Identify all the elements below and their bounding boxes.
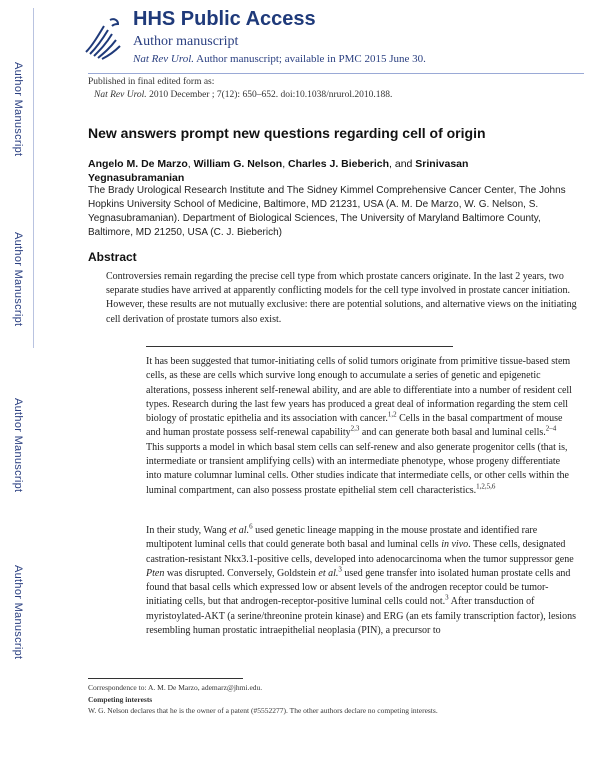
p2-citation-1[interactable]: 6	[249, 522, 253, 531]
affiliation: The Brady Urological Research Institute and The Sidney Kimmel Comprehensive Cancer Center, The Johns Hopkins University School of Medicine, Baltimore, MD 21231, USA (A. M. De Marzo, W. G. Nelson, S. Yegnasubramanian). Department of Biological Sciences, The University of Maryland Baltimore County, Baltimore, MD 21250, USA (C. J. Bieberich)	[88, 185, 566, 238]
body-paragraph-2	[146, 524, 576, 638]
hhs-eagle-logo	[80, 12, 128, 64]
abstract-text: Controversies remain regarding the precise cell type from which prostate cancers originate. In the last 2 years, two separate studies have arrived at apparently conflicting models for the cell type involved in prostate cancer initiation. However, these results are not mutually exclusive: there are potential solutions, and alternative views on the initiating cell derivation of prostate tumors also exist.	[106, 271, 577, 325]
p2-italic-4: et al.	[318, 567, 339, 579]
article-title: New answers prompt new questions regarding cell of origin	[88, 125, 486, 141]
p2-text-6: After transduction of myristoylated-AKT (a serine/threonine protein kinase) and ERG (an ets family transcription factor), lesions resembling human prostatic intraepithelial neoplasia (PIN), a precursor to	[146, 596, 576, 637]
p1-text-4: This supports a model in which basal stem cells can self-renew and also generate progenitor cells (that is, intermediate or transient amplifying cells) with an intermediate phenotype, whose progeny differentiate into mature columnar luminal cells. Other studies indicate that intermediate cells, or other cells within the luminal compartment, can also possess prostate epithelial stem cell characteristics.	[146, 441, 569, 496]
abstract-heading: Abstract	[88, 250, 137, 264]
p2-italic-2: in vivo	[441, 539, 469, 551]
side-label-4: Author Manuscript	[12, 565, 24, 660]
p2-citation-2[interactable]: 3	[338, 565, 342, 574]
body-divider	[146, 346, 453, 347]
p2-italic-3: Pten	[146, 567, 165, 579]
correspondence-footnote: Correspondence to: A. M. De Marzo, ademarz@jhmi.edu.	[88, 683, 263, 692]
p2-text-5: used gene transfer into isolated human prostate cells and found that basal cells which expressed low or absent levels of the androgen receptor could be tumor-initiating cells, but that androgen-receptor-positive luminal cells could not.	[146, 567, 571, 608]
side-rule	[33, 8, 34, 348]
body-paragraph-1	[146, 355, 576, 498]
author-separator-2: ,	[282, 158, 289, 170]
p2-text-1: In their study, Wang	[146, 525, 230, 536]
journal-name: Nat Rev Urol.	[133, 53, 194, 65]
p1-text-1: It has been suggested that tumor-initiating cells of solid tumors originate from primitive tissue-based stem cells, as these are cells which survive long enough to accumulate a series of genetic and epigenetic alterations, possess inherent self-renewal ability, and are able to differentiate into a number of resident cell types. Research during the last few years has produced a great deal of information regarding the stem cell biology of prostatic epithelia and its association with cancer.	[146, 356, 572, 425]
published-journal: Nat Rev Urol.	[94, 90, 147, 100]
side-label-3: Author Manuscript	[12, 398, 24, 493]
author-manuscript-subtitle: Author manuscript	[133, 34, 239, 49]
published-label: Published in final edited form as:	[88, 77, 215, 87]
p2-text-2: used genetic lineage mapping in the mouse prostate and identified rare multipotent luminal cells that could generate both basal and luminal cells	[146, 525, 538, 551]
author-separator-3: , and	[389, 158, 416, 170]
author-3[interactable]: Charles J. Bieberich	[288, 158, 390, 170]
side-label-1: Author Manuscript	[12, 62, 24, 157]
author-4[interactable]: Srinivasan Yegnasubramanian	[88, 158, 469, 184]
p1-citation-4[interactable]: 1,2,5,6	[476, 482, 496, 491]
p2-italic-1: et al.	[229, 525, 250, 536]
author-list	[88, 157, 558, 185]
header-rule	[88, 73, 584, 74]
availability-text: Author manuscript; available in PMC 2015 June 30.	[194, 53, 426, 65]
hhs-public-access-title: HHS Public Access	[133, 8, 316, 30]
p2-citation-3[interactable]: 3	[445, 594, 449, 603]
journal-availability-line	[133, 53, 426, 65]
side-label-2: Author Manuscript	[12, 232, 24, 327]
p1-citation-2[interactable]: 2,3	[350, 425, 360, 434]
published-citation	[94, 90, 392, 100]
author-2[interactable]: William G. Nelson	[193, 158, 283, 170]
competing-interests-text: W. G. Nelson declares that he is the owner of a patent (#5552277). The other authors declare no competing interests.	[88, 706, 438, 715]
footnote-rule	[88, 678, 243, 679]
p1-citation-1[interactable]: 1,2	[387, 410, 397, 419]
p1-text-3: and can generate both basal and luminal cells.	[359, 427, 546, 439]
competing-interests-heading: Competing interests	[88, 695, 153, 704]
author-separator-1: ,	[187, 158, 194, 170]
published-citation-text: 2010 December ; 7(12): 650–652. doi:10.1038/nrurol.2010.188.	[146, 90, 393, 100]
p2-text-3: . These cells, designated castration-resistant Nkx3.1-positive cells, developed into adenocarcinoma when the tumor suppressor gene	[146, 539, 574, 565]
p1-citation-3[interactable]: 2–4	[545, 425, 557, 434]
p1-text-2: Cells in the basal compartment of mouse and human prostate possess self-renewal capability	[146, 413, 563, 439]
author-1[interactable]: Angelo M. De Marzo	[88, 158, 188, 170]
p2-text-4: was disrupted. Conversely, Goldstein	[164, 567, 319, 579]
